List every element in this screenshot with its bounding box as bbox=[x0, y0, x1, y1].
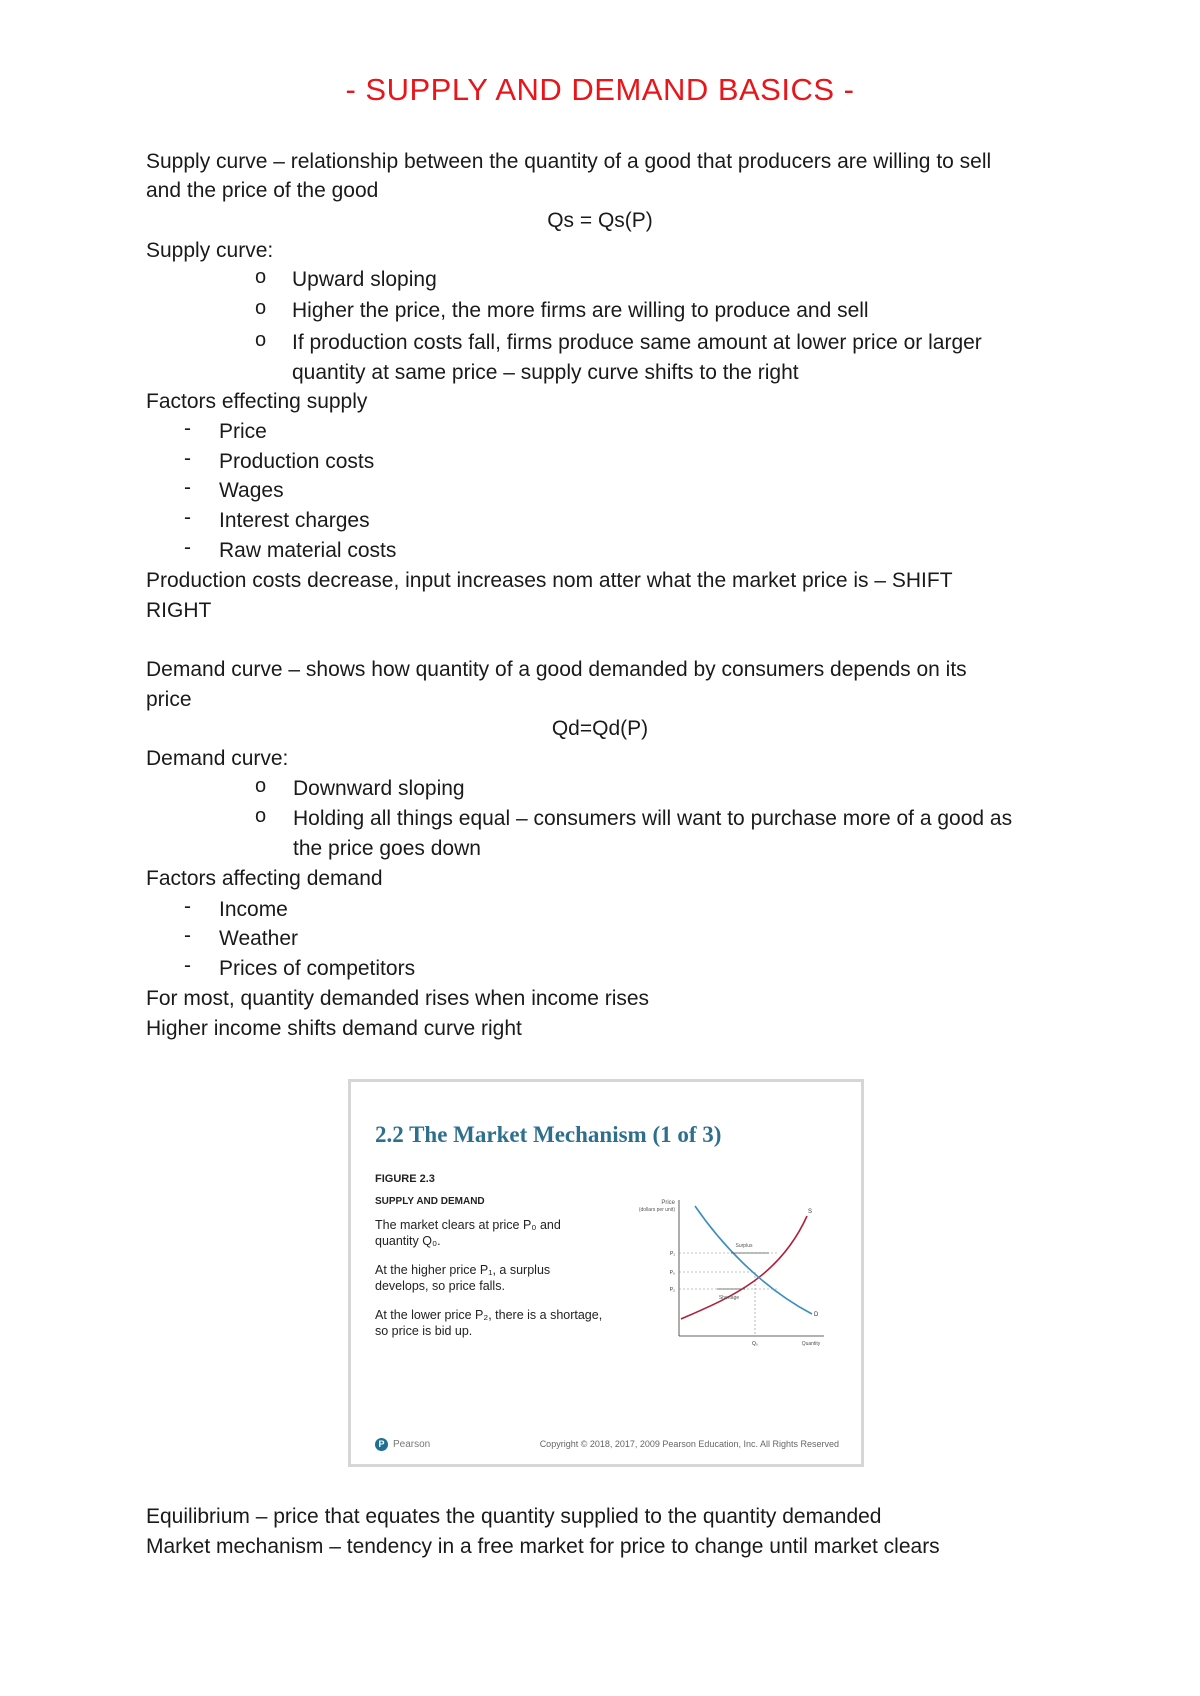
demand-note-line-1: For most, quantity demanded rises when income rises bbox=[146, 987, 650, 1010]
supply-factor-5: Raw material costs bbox=[219, 539, 397, 562]
dash-bullet: - bbox=[184, 447, 191, 470]
supply-bullet-3-cont: quantity at same price – supply curve shifts to the right bbox=[292, 361, 799, 384]
demand-definition-line-2: price bbox=[146, 688, 192, 711]
dash-bullet: - bbox=[184, 895, 191, 918]
demand-label: D bbox=[814, 1312, 819, 1318]
dash-bullet: - bbox=[184, 954, 191, 977]
bullet-symbol: o bbox=[255, 329, 267, 351]
dash-bullet: - bbox=[184, 924, 191, 947]
supply-bullet-2: Higher the price, the more firms are willing to produce and sell bbox=[292, 299, 869, 322]
x-axis-label: Quantity bbox=[801, 1341, 821, 1347]
bullet-symbol: o bbox=[255, 266, 267, 288]
demand-factor-1: Income bbox=[219, 898, 288, 921]
shortage-label: Shortage bbox=[718, 1295, 740, 1301]
bullet-symbol: o bbox=[255, 775, 267, 797]
demand-bullet-2-cont: the price goes down bbox=[293, 837, 481, 860]
equilibrium-definition: Equilibrium – price that equates the quantity supplied to the quantity demanded bbox=[146, 1505, 882, 1528]
supply-bullet-3: If production costs fall, firms produce same amount at lower price or larger bbox=[292, 331, 982, 354]
slide-brand: Pearson bbox=[393, 1439, 431, 1450]
demand-curve bbox=[695, 1206, 812, 1314]
dash-bullet: - bbox=[184, 536, 191, 559]
demand-factor-2: Weather bbox=[219, 927, 298, 950]
bullet-symbol: o bbox=[255, 805, 267, 827]
p0-label: P₀ bbox=[669, 1270, 675, 1276]
figure-name: SUPPLY AND DEMAND bbox=[375, 1196, 485, 1207]
demand-factors-heading: Factors affecting demand bbox=[146, 867, 383, 890]
supply-demand-chart bbox=[619, 1196, 829, 1361]
slide-copyright: Copyright © 2018, 2017, 2009 Pearson Education, Inc. All Rights Reserved bbox=[539, 1439, 839, 1449]
supply-heading: Supply curve: bbox=[146, 239, 274, 262]
p2-label: P₂ bbox=[669, 1287, 675, 1293]
supply-definition-line-1: Supply curve – relationship between the quantity of a good that producers are willing to sell bbox=[146, 150, 992, 173]
figure-number: FIGURE 2.3 bbox=[375, 1173, 435, 1185]
q0-label: Q₀ bbox=[752, 1341, 758, 1347]
supply-factor-3: Wages bbox=[219, 479, 284, 502]
market-mechanism-definition: Market mechanism – tendency in a free market for price to change until market clears bbox=[146, 1535, 940, 1558]
y-axis-unit: (dollars per unit) bbox=[638, 1207, 675, 1213]
demand-formula: Qd=Qd(P) bbox=[551, 717, 649, 740]
market-mechanism-slide bbox=[348, 1079, 864, 1467]
surplus-label: Surplus bbox=[735, 1243, 753, 1249]
demand-bullet-2: Holding all things equal – consumers will want to purchase more of a good as bbox=[293, 807, 1013, 830]
bullet-symbol: o bbox=[255, 297, 267, 319]
pearson-logo-icon: P bbox=[375, 1438, 388, 1451]
demand-note-line-2: Higher income shifts demand curve right bbox=[146, 1017, 522, 1040]
dash-bullet: - bbox=[184, 506, 191, 529]
demand-definition-line-1: Demand curve – shows how quantity of a good demanded by consumers depends on its bbox=[146, 658, 967, 681]
supply-formula: Qs = Qs(P) bbox=[547, 209, 653, 232]
p1-label: P₁ bbox=[669, 1251, 675, 1257]
supply-factor-1: Price bbox=[219, 420, 267, 443]
demand-factor-3: Prices of competitors bbox=[219, 957, 416, 980]
demand-heading: Demand curve: bbox=[146, 747, 289, 770]
supply-factors-heading: Factors effecting supply bbox=[146, 390, 368, 413]
supply-note-line-2: RIGHT bbox=[146, 599, 212, 622]
supply-note-line-1: Production costs decrease, input increases nom atter what the market price is – SHIFT bbox=[146, 569, 953, 592]
supply-factor-4: Interest charges bbox=[219, 509, 370, 532]
y-axis-label: Price bbox=[661, 1200, 675, 1206]
supply-bullet-1: Upward sloping bbox=[292, 268, 437, 291]
dash-bullet: - bbox=[184, 417, 191, 440]
supply-curve bbox=[681, 1216, 807, 1319]
supply-factor-2: Production costs bbox=[219, 450, 375, 473]
figure-paragraph-3: At the lower price P₂, there is a shortage, so price is bid up. bbox=[375, 1308, 603, 1338]
demand-bullet-1: Downward sloping bbox=[293, 777, 465, 800]
supply-label: S bbox=[808, 1209, 813, 1215]
page-title: - SUPPLY AND DEMAND BASICS - bbox=[345, 72, 855, 107]
figure-paragraph-2: At the higher price P₁, a surplus develops, so price falls. bbox=[375, 1263, 551, 1293]
dash-bullet: - bbox=[184, 476, 191, 499]
supply-definition-line-2: and the price of the good bbox=[146, 179, 379, 202]
figure-paragraph-1: The market clears at price P₀ and quantity Q₀. bbox=[375, 1218, 561, 1248]
slide-title: 2.2 The Market Mechanism (1 of 3) bbox=[375, 1122, 722, 1147]
